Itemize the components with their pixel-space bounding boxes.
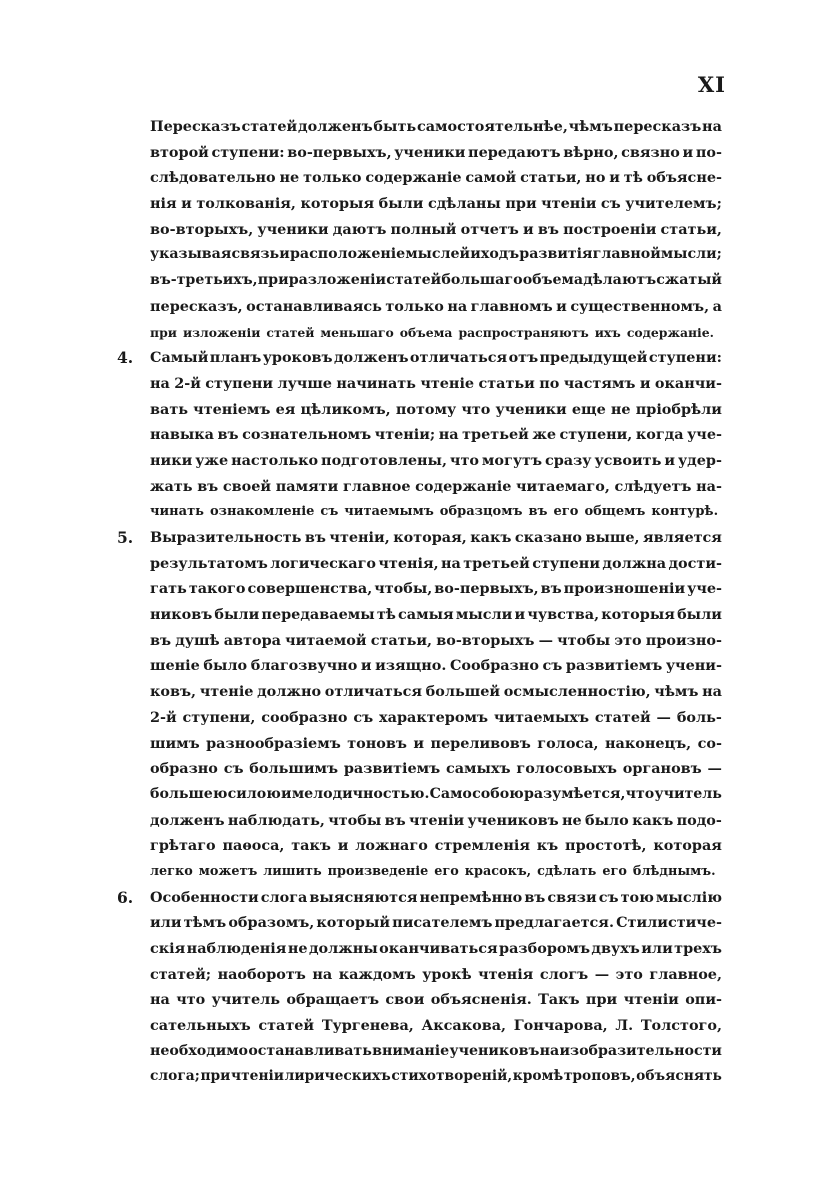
text-line: при изложеніи статей меньшаго объема распространяютъ ихъ содержаніе. xyxy=(150,324,714,340)
paragraph-number: 6. xyxy=(117,887,134,907)
text-line: Самый планъ уроковъ долженъ отличаться отъ предыдущей ступени: xyxy=(150,349,722,367)
text-line: сательныхъ статей Тургенева, Аксакова, Гончарова, Л. Толстого, xyxy=(150,1017,722,1035)
text-line: статей; наоборотъ на каждомъ урокѣ чтенія слогъ — это главное, xyxy=(150,965,722,983)
text-line: нія и толкованія, которыя были сдѣланы при чтеніи съ учителемъ; xyxy=(150,195,722,213)
text-line: скія наблюденія не должны оканчиваться разборомъ двухъ или трехъ xyxy=(150,940,722,957)
text-line: въ душѣ автора читаемой статьи, во-вторыхъ — чтобы это произно- xyxy=(150,631,722,649)
page-number: XI xyxy=(697,72,726,97)
text-line: Особенности слога выясняются непремѣнно въ связи съ тою мыслію xyxy=(150,888,722,906)
text-line: слѣдовательно не только содержаніе самой статьи, но и тѣ объясне- xyxy=(150,169,722,187)
text-line: пересказъ, останавливаясь только на главномъ и существенномъ, а xyxy=(150,297,722,315)
text-line: на 2-й ступени лучше начинать чтеніе статьи по частямъ и оканчи- xyxy=(150,374,722,392)
paragraph-4 xyxy=(117,345,722,525)
paragraph-number: 5. xyxy=(117,528,134,547)
paragraph-5 xyxy=(117,525,722,885)
text-line: долженъ наблюдать, чтобы въ чтеніи учениковъ не было какъ подо- xyxy=(150,811,722,829)
text-line: необходимо останавливать вниманіе учениковъ на изобразительности xyxy=(150,1042,722,1059)
text-line: 2-й ступени, сообразно съ характеромъ читаемыхъ статей — боль- xyxy=(150,708,722,726)
text-line: ники уже настолько подготовлены, что могутъ сразу усвоить и удер- xyxy=(150,451,722,469)
text-line: слога; при чтеніи лирическихъ стихотвореній, кромѣ троповъ, объяснять xyxy=(150,1068,722,1085)
text-line: никовъ были передаваемы тѣ самыя мысли и чувства, которыя были xyxy=(150,606,722,624)
text-line: въ-третьихъ, при разложеніи статей большаго объема дѣлаютъ сжатый xyxy=(150,272,722,289)
text-line: легко можетъ лишить произведеніе его красокъ, сдѣлать его блѣднымъ. xyxy=(150,863,716,879)
paragraph-retelling xyxy=(150,114,722,345)
body-text xyxy=(117,114,722,1090)
text-line: большею силою и мелодичностью. Само собою разумѣется, что учитель xyxy=(150,785,722,802)
text-line: навыка въ сознательномъ чтеніи; на третьей же ступени, когда уче- xyxy=(150,426,722,444)
text-line: указывая связь и расположеніе мыслей и ходъ развитія главной мысли; xyxy=(150,246,722,263)
text-line: результатомъ логическаго чтенія, на третьей ступени должна дости- xyxy=(150,554,722,572)
text-line: Выразительность въ чтеніи, которая, какъ сказано выше, является xyxy=(150,529,722,546)
text-line: чинать ознакомленіе съ читаемымъ образцомъ въ его общемъ контурѣ. xyxy=(150,504,719,520)
text-line: шимъ разнообразіемъ тоновъ и переливовъ голоса, наконецъ, со- xyxy=(150,734,722,752)
text-line: Пересказъ статей долженъ быть самостоятельнѣе, чѣмъ пересказъ на xyxy=(150,118,722,135)
text-line: ковъ, чтеніе должно отличаться большей осмысленностію, чѣмъ на xyxy=(150,683,722,701)
text-line: вать чтеніемъ ея цѣликомъ, потому что ученики еще не пріобрѣли xyxy=(150,400,722,418)
text-line: шеніе было благозвучно и изящно. Сообразно съ развитіемъ учени- xyxy=(150,657,722,675)
text-line: грѣтаго паѳоса, такъ и ложнаго стремленія къ простотѣ, которая xyxy=(150,837,722,855)
text-line: жать въ своей памяти главное содержаніе читаемаго, слѣдуетъ на- xyxy=(150,477,722,495)
text-line: во-вторыхъ, ученики даютъ полный отчетъ и въ построеніи статьи, xyxy=(150,220,722,238)
paragraph-number: 4. xyxy=(117,348,134,368)
text-line: на что учитель обращаетъ свои объясненія. Такъ при чтеніи опи- xyxy=(150,991,722,1009)
text-line: второй ступени: во-первыхъ, ученики передаютъ вѣрно, связно и по- xyxy=(150,143,722,161)
text-line: или тѣмъ образомъ, который писателемъ предлагается. Стилистиче- xyxy=(150,914,722,932)
paragraph-6 xyxy=(117,885,722,1091)
text-line: образно съ большимъ развитіемъ самыхъ голосовыхъ органовъ — xyxy=(150,760,722,778)
text-line: гать такого совершенства, чтобы, во-первыхъ, въ произношеніи уче- xyxy=(150,580,722,598)
